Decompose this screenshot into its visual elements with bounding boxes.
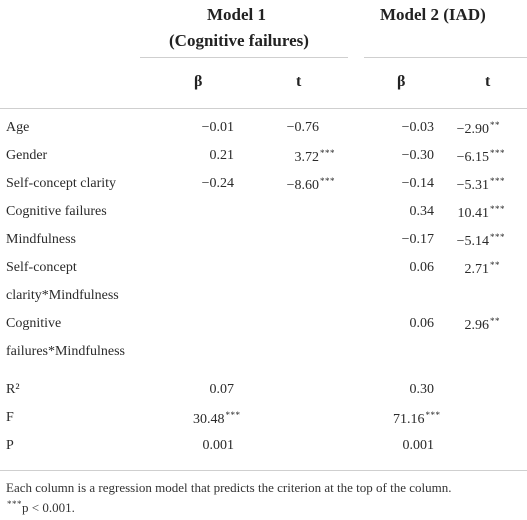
cell-t-model2-value: −6.15	[456, 150, 489, 165]
col-beta-model2: β	[397, 73, 406, 90]
cell-t-model2-sig: ***	[490, 176, 505, 186]
cell-t-model2-value: 10.41	[457, 206, 489, 221]
cell-t-model2-sig: **	[490, 316, 500, 326]
cell-beta-model2: −0.17	[401, 232, 434, 247]
cell-t-model2	[430, 176, 510, 194]
cell-t-model2	[430, 120, 510, 138]
cell-beta-model2: −0.30	[401, 148, 434, 163]
stat-r2-model1: 0.07	[209, 382, 234, 397]
cell-t-model2	[430, 148, 510, 166]
row-label-cont: clarity*Mindfulness	[6, 288, 119, 303]
cell-t-model2-sig: **	[490, 120, 500, 130]
table-bottom-rule	[0, 470, 527, 471]
stat-f-model1	[193, 410, 241, 428]
cell-t-model2-value: −2.90	[456, 122, 489, 137]
stat-r2-model2: 0.30	[409, 382, 434, 397]
footnote-sig: ***	[7, 499, 22, 509]
stat-label-r2: R²	[6, 382, 20, 397]
cell-t-model2	[430, 260, 510, 278]
cell-beta-model1: −0.01	[201, 120, 234, 135]
stat-p-model1: 0.001	[202, 438, 234, 453]
cell-beta-model2: −0.03	[401, 120, 434, 135]
header-rule-model1	[140, 57, 348, 58]
row-label: Mindfulness	[6, 232, 76, 247]
cell-t-model1	[260, 176, 340, 194]
cell-t-model2-sig: ***	[490, 204, 505, 214]
stat-p-model2: 0.001	[402, 438, 434, 453]
cell-beta-model2: 0.06	[409, 316, 434, 331]
cell-t-model1	[260, 120, 340, 136]
cell-t-model2-sig: ***	[490, 148, 505, 158]
col-t-model2: t	[485, 73, 491, 90]
cell-t-model1-value: −0.76	[286, 120, 319, 135]
col-t-model1: t	[296, 73, 302, 90]
header-rule-model2	[364, 57, 527, 58]
cell-t-model2-value: −5.31	[456, 178, 489, 193]
row-label: Self-concept	[6, 260, 77, 275]
stat-label-f: F	[6, 410, 14, 425]
stat-label-p: P	[6, 438, 14, 453]
row-label: Self-concept clarity	[6, 176, 117, 191]
stat-f-model2-value: 71.16	[393, 412, 425, 427]
footnote-line2	[6, 499, 75, 516]
cell-beta-model2: 0.06	[409, 260, 434, 275]
cell-t-model2	[430, 316, 510, 334]
stat-f-model1-sig: ***	[225, 410, 241, 420]
cell-t-model2-value: −5.14	[456, 234, 489, 249]
cell-beta-model1: −0.24	[201, 176, 234, 191]
cell-t-model2-sig: **	[490, 260, 500, 270]
stat-f-model1-value: 30.48	[193, 412, 225, 427]
cell-t-model1-sig: ***	[320, 148, 335, 158]
row-label: Cognitive failures	[6, 204, 107, 219]
model2-title: Model 2 (IAD)	[380, 5, 486, 24]
cell-t-model2	[430, 232, 510, 250]
row-label: Age	[6, 120, 30, 135]
cell-t-model1-value: −8.60	[286, 178, 319, 193]
model1-subtitle: (Cognitive failures)	[169, 31, 309, 50]
cell-t-model1-value: 3.72	[294, 150, 319, 165]
footnote-text: p < 0.001.	[22, 500, 75, 515]
row-label-cont: failures*Mindfulness	[6, 344, 125, 359]
row-label: Cognitive	[6, 316, 62, 331]
cell-t-model1	[260, 148, 340, 166]
cell-beta-model2: 0.34	[409, 204, 434, 219]
header-bottom-rule	[0, 108, 527, 109]
stat-f-model2-sig: ***	[425, 410, 441, 420]
cell-beta-model2: −0.14	[401, 176, 434, 191]
footnote-line1: Each column is a regression model that predicts the criterion at the top of the column.	[6, 480, 452, 495]
col-beta-model1: β	[194, 73, 203, 90]
cell-t-model1-sig: ***	[320, 176, 335, 186]
stat-f-model2	[393, 410, 441, 428]
row-label: Gender	[6, 148, 48, 163]
model1-title: Model 1	[207, 5, 267, 24]
cell-t-model2	[430, 204, 510, 222]
cell-beta-model1: 0.21	[209, 148, 234, 163]
cell-t-model2-value: 2.71	[464, 262, 489, 277]
cell-t-model2-sig: ***	[490, 232, 505, 242]
cell-t-model2-value: 2.96	[464, 318, 489, 333]
